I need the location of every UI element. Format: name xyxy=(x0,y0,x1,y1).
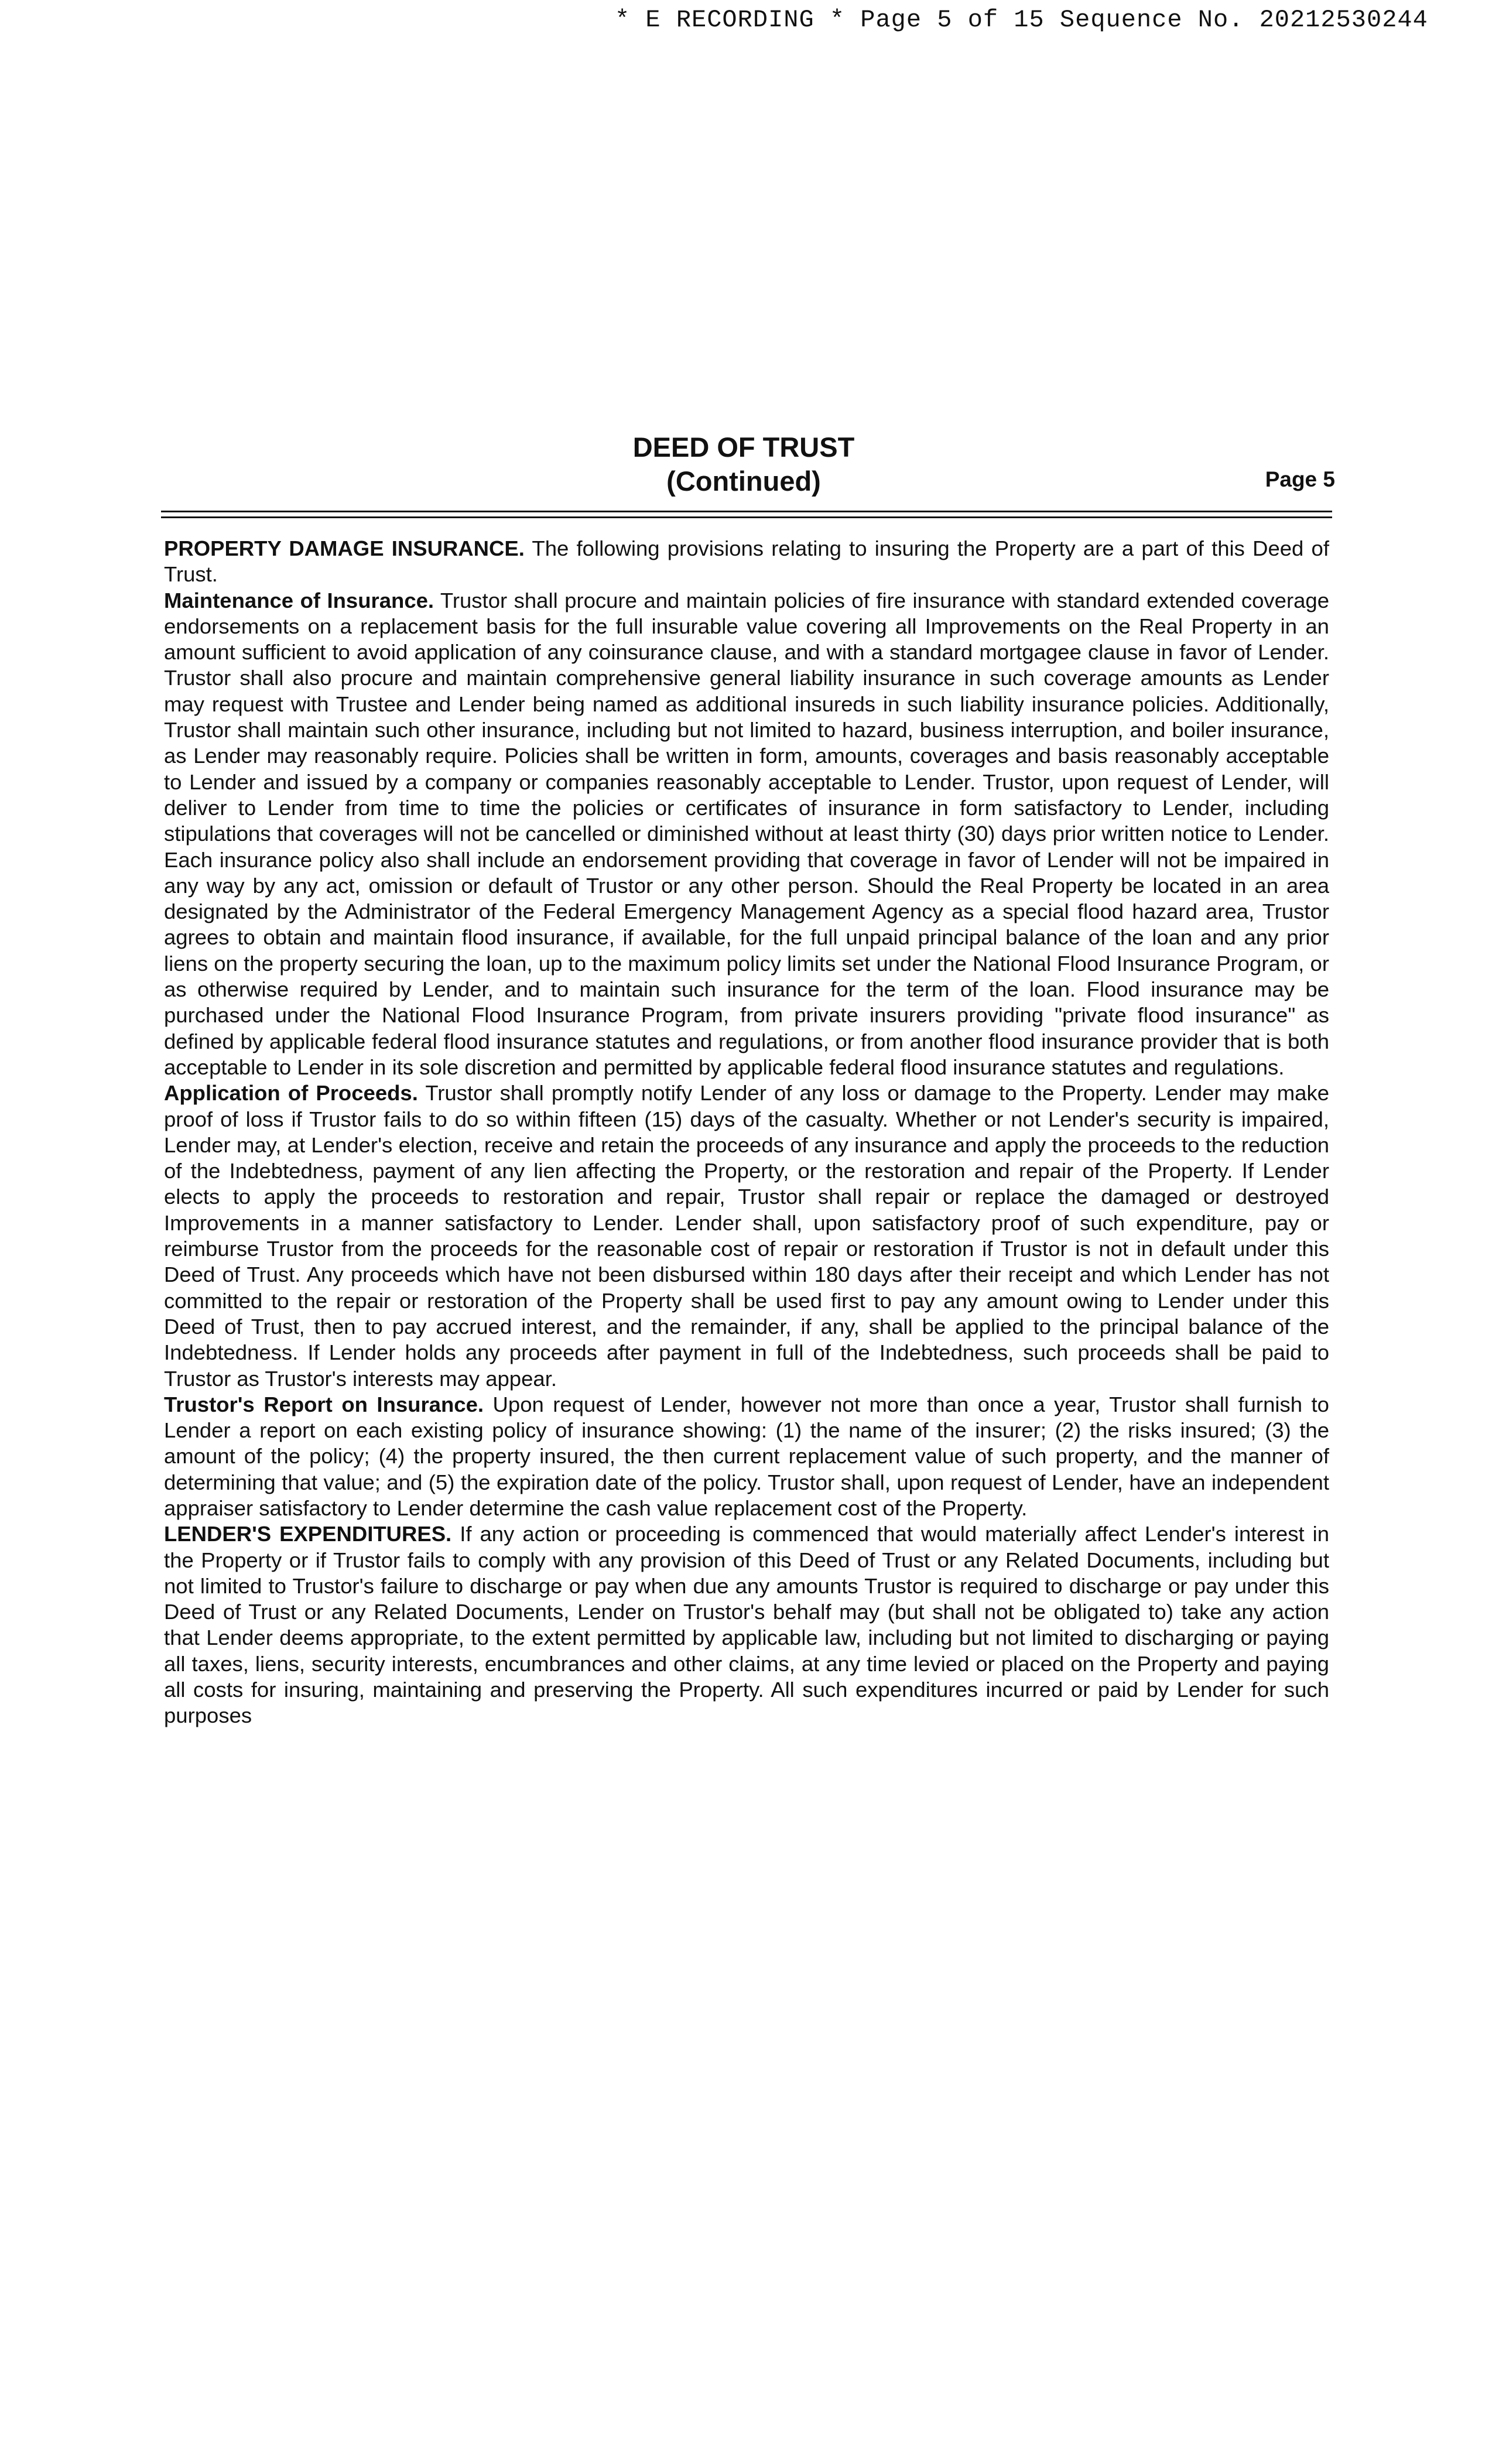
subsection-application-of-proceeds xyxy=(164,1080,1329,1392)
subsection-trustors-report-on-insurance xyxy=(164,1392,1329,1521)
section-heading: LENDER'S EXPENDITURES. xyxy=(164,1522,452,1546)
recording-header: * E RECORDING * Page 5 of 15 Sequence No. 20212530244 xyxy=(615,6,1428,34)
subsection-heading: Maintenance of Insurance. xyxy=(164,588,434,612)
subsection-text: Upon request of Lender, however not more than once a year, Trustor shall furnish to Lender a report on each existing policy of insurance showing: (1) the name of the insurer; (2) the risks insured; (3) the amount of the policy; (4) the property insured, the then current replacement value of such property, and the manner of determining that value; and (5) the expiration date of the policy. Trustor shall, upon request of Lender, have an independent appraiser satisfactory to Lender determine the cash value replacement cost of the Property. xyxy=(164,1392,1329,1520)
subsection-maintenance-of-insurance xyxy=(164,588,1329,1081)
page-number-label: Page 5 xyxy=(1265,467,1335,491)
header-divider-top xyxy=(161,511,1332,512)
document-title: DEED OF TRUST xyxy=(632,432,855,463)
subsection-text: Trustor shall promptly notify Lender of any loss or damage to the Property. Lender may make proof of loss if Trustor fails to do so within fifteen (15) days of the casualty. Whether or not Lender's security is impaired, Lender may, at Lender's election, receive and retain the proceeds of any insurance and apply the proceeds to the reduction of the Indebtedness, payment of any lien affecting the Property, or the restoration and repair of the Property. If Lender elects to apply the proceeds to restoration and repair, Trustor shall repair or replace the damaged or destroyed Improvements in a manner satisfactory to Lender. Lender shall, upon satisfactory proof of such expenditure, pay or reimburse Trustor from the proceeds for the reasonable cost of repair or restoration if Trustor is not in default under this Deed of Trust. Any proceeds which have not been disbursed within 180 days after their receipt and which Lender has not committed to the repair or restoration of the Property shall be used first to pay any amount owing to Lender under this Deed of Trust, then to pay accrued interest, and the remainder, if any, shall be applied to the principal balance of the Indebtedness. If Lender holds any proceeds after payment in full of the Indebtedness, such proceeds shall be paid to Trustor as Trustor's interests may appear. xyxy=(164,1081,1329,1391)
subsection-text: Trustor shall procure and maintain policies of fire insurance with standard extended coverage endorsements on a replacement basis for the full insurable value covering all Improvements on the Real Property in an amount sufficient to avoid application of any coinsurance clause, and with a standard mortgagee clause in favor of Lender. Trustor shall also procure and maintain comprehensive general liability insurance in such coverage amounts as Lender may request with Trustee and Lender being named as additional insureds in such liability insurance policies. Additionally, Trustor shall maintain such other insurance, including but not limited to hazard, business interruption, and boiler insurance, as Lender may reasonably require. Policies shall be written in form, amounts, coverages and basis reasonably acceptable to Lender and issued by a company or companies reasonably acceptable to Lender. Trustor, upon request of Lender, will deliver to Lender from time to time the policies or certificates of insurance in form satisfactory to Lender, including stipulations that coverages will not be cancelled or diminished without at least thirty (30) days prior written notice to Lender. Each insurance policy also shall include an endorsement providing that coverage in favor of Lender will not be impaired in any way by any act, omission or default of Trustor or any other person. Should the Real Property be located in an area designated by the Administrator of the Federal Emergency Management Agency as a special flood hazard area, Trustor agrees to obtain and maintain flood insurance, if available, for the full unpaid principal balance of the loan and any prior liens on the property securing the loan, up to the maximum policy limits set under the National Flood Insurance Program, or as otherwise required by Lender, and to maintain such insurance for the term of the loan. Flood insurance may be purchased under the National Flood Insurance Program, from private insurers providing "private flood insurance" as defined by applicable federal flood insurance statutes and regulations, or from another flood insurance provider that is both acceptable to Lender in its sole discretion and permitted by applicable federal flood insurance statutes and regulations. xyxy=(164,588,1330,1079)
document-body xyxy=(164,536,1329,1729)
section-text: If any action or proceeding is commenced that would materially affect Lender's interest in the Property or if Trustor fails to comply with any provision of this Deed of Trust or any Related Documents, including but not limited to Trustor's failure to discharge or pay when due any amounts Trustor is required to discharge or pay under this Deed of Trust or any Related Documents, Lender on Trustor's behalf may (but shall not be obligated to) take any action that Lender deems appropriate, to the extent permitted by applicable law, including but not limited to discharging or paying all taxes, liens, security interests, encumbrances and other claims, at any time levied or placed on the Property and paying all costs for insuring, maintaining and preserving the Property. All such expenditures incurred or paid by Lender for such purposes xyxy=(164,1522,1329,1728)
subsection-heading: Trustor's Report on Insurance. xyxy=(164,1392,484,1416)
section-heading: PROPERTY DAMAGE INSURANCE. xyxy=(164,536,525,560)
header-divider-bottom xyxy=(161,516,1332,518)
document-subtitle: (Continued) xyxy=(666,466,821,497)
subsection-heading: Application of Proceeds. xyxy=(164,1081,418,1106)
section-text: The following provisions relating to insuring the Property are a part of this Deed of Trust. xyxy=(164,536,1329,587)
document-title-block xyxy=(586,430,902,498)
section-property-damage-insurance xyxy=(164,536,1329,588)
section-lenders-expenditures xyxy=(164,1521,1329,1729)
